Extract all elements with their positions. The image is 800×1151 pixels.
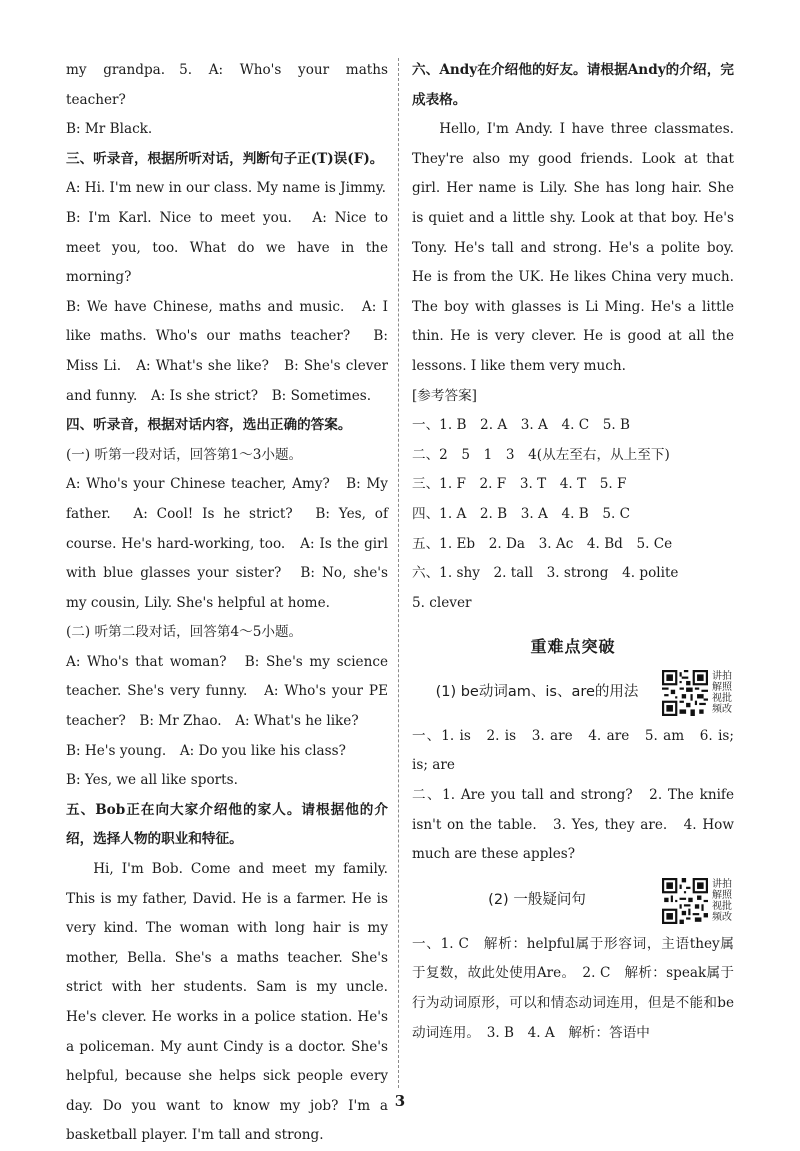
answer-key-label: [参考答案] bbox=[412, 387, 477, 404]
qr-caption: 讲拍解照视批频改 bbox=[712, 878, 732, 923]
qr-code-icon[interactable] bbox=[662, 670, 708, 716]
answer-line: 三、1. F 2. F 3. T 4. T 5. F bbox=[412, 476, 627, 493]
text-line bbox=[66, 56, 388, 115]
qr-block[interactable] bbox=[662, 670, 734, 716]
passage-andy: Hello, I'm Andy. I have three classmates. They're also my good friends. Look at that girl. Her name is Lily. She has long hair. She is quiet and a little shy. Look at that boy. He's Tony. He's tall and strong. He's a polite boy. He is from the UK. He likes China very much. The boy with glasses is Li Ming. He's a little thin. He is very clever. He is good at all the lessons. I like them very much. bbox=[412, 121, 734, 374]
subsection-title: (2) 一般疑问句 bbox=[488, 892, 586, 909]
dialogue-line: B: Yes, we all like sports. bbox=[66, 772, 238, 789]
sub-heading: (二) 听第二段对话，回答第4～5小题。 bbox=[66, 624, 303, 641]
qr-code-icon[interactable] bbox=[662, 878, 708, 924]
page-number: 3 bbox=[394, 1092, 406, 1110]
section-title: 重难点突破 bbox=[530, 637, 616, 657]
dialogue-line: B: We have Chinese, maths and music. A: I like maths. Who's our maths teacher? B: Miss Li. A: What's she like? B: She's clever and funny. A: Is she strict? B: Sometimes. bbox=[66, 298, 388, 404]
sub-heading: (一) 听第一段对话，回答第1～3小题。 bbox=[66, 446, 303, 463]
dialogue-line: A: Who's that woman? B: She's my science teacher. She's very funny. A: Who's your PE teacher? B: Mr Zhao. A: What's he like? bbox=[66, 653, 388, 730]
answer-line: 二、1. Are you tall and strong? 2. The knife isn't on the table. 3. Yes, they are. 4. How much are these apples? bbox=[412, 787, 734, 863]
dialogue-line: A: Hi. I'm new in our class. My name is Jimmy. bbox=[66, 180, 386, 197]
text-fragment: my grandpa. bbox=[66, 62, 166, 78]
column-divider bbox=[398, 58, 399, 1088]
dialogue-line: B: He's young. A: Do you like his class? bbox=[66, 742, 346, 759]
left-column bbox=[66, 56, 388, 1151]
answer-line: 5. clever bbox=[412, 594, 472, 611]
question-heading-4: 四、听录音，根据对话内容，选出正确的答案。 bbox=[66, 417, 352, 434]
answer-explanation: 一、1. C 解析：helpful属于形容词，主语they属于复数，故此处使用Are。 2. C 解析：speak属于行为动词原形，可以和情态动词连用，但是不能和be动词连用。 3. B 4. A 解析：答语中 bbox=[412, 935, 734, 1041]
subsection-header-2 bbox=[412, 878, 734, 924]
answer-line: 六、1. shy 2. tall 3. strong 4. polite bbox=[412, 565, 679, 582]
answer-line: 五、1. Eb 2. Da 3. Ac 4. Bd 5. Ce bbox=[412, 535, 673, 552]
right-column bbox=[412, 56, 734, 1048]
subsection-title: (1) be动词am、is、are的用法 bbox=[435, 684, 639, 701]
answer-line: 一、1. is 2. is 3. are 4. are 5. am 6. is; is; are bbox=[412, 727, 734, 774]
text-fragment: 5. A: Who's your maths teacher? bbox=[66, 62, 388, 108]
text-line: B: Mr Black. bbox=[66, 121, 153, 138]
question-heading-5: 五、Bob正在向大家介绍他的家人。请根据他的介绍，选择人物的职业和特征。 bbox=[66, 801, 388, 848]
answer-line: 四、1. A 2. B 3. A 4. B 5. C bbox=[412, 505, 631, 522]
dialogue-line: A: Who's your Chinese teacher, Amy? B: My father. A: Cool! Is he strict? B: Yes, of course. He's hard-working, too. A: Is the girl with blue glasses your sister? B: No, she's my cousin, Lily. She's helpful at home. bbox=[66, 476, 388, 611]
qr-caption: 讲拍解照视批频改 bbox=[712, 670, 732, 715]
answer-line: 一、1. B 2. A 3. A 4. C 5. B bbox=[412, 417, 631, 434]
passage-bob: Hi, I'm Bob. Come and meet my family. This is my father, David. He is a farmer. He is very kind. The woman with long hair is my mother, Bella. She's a maths teacher. She's strict with her students. Sam is my uncle. He's clever. He works in a police station. He's a policeman. My aunt Cindy is a doctor. She's helpful, because she helps sick people every day. Do you want to know my job? I'm a basketball player. I'm tall and strong. bbox=[66, 861, 388, 1144]
dialogue-line: B: I'm Karl. Nice to meet you. A: Nice to meet you, too. What do we have in the morning? bbox=[66, 209, 388, 286]
qr-block[interactable] bbox=[662, 878, 734, 924]
answer-line: 二、2 5 1 3 4(从左至右，从上至下) bbox=[412, 446, 670, 463]
subsection-header-1 bbox=[412, 670, 734, 716]
question-heading-6: 六、Andy在介绍他的好友。请根据Andy的介绍，完成表格。 bbox=[412, 62, 734, 108]
question-heading-3: 三、听录音，根据所听对话，判断句子正(T)误(F)。 bbox=[66, 150, 384, 167]
